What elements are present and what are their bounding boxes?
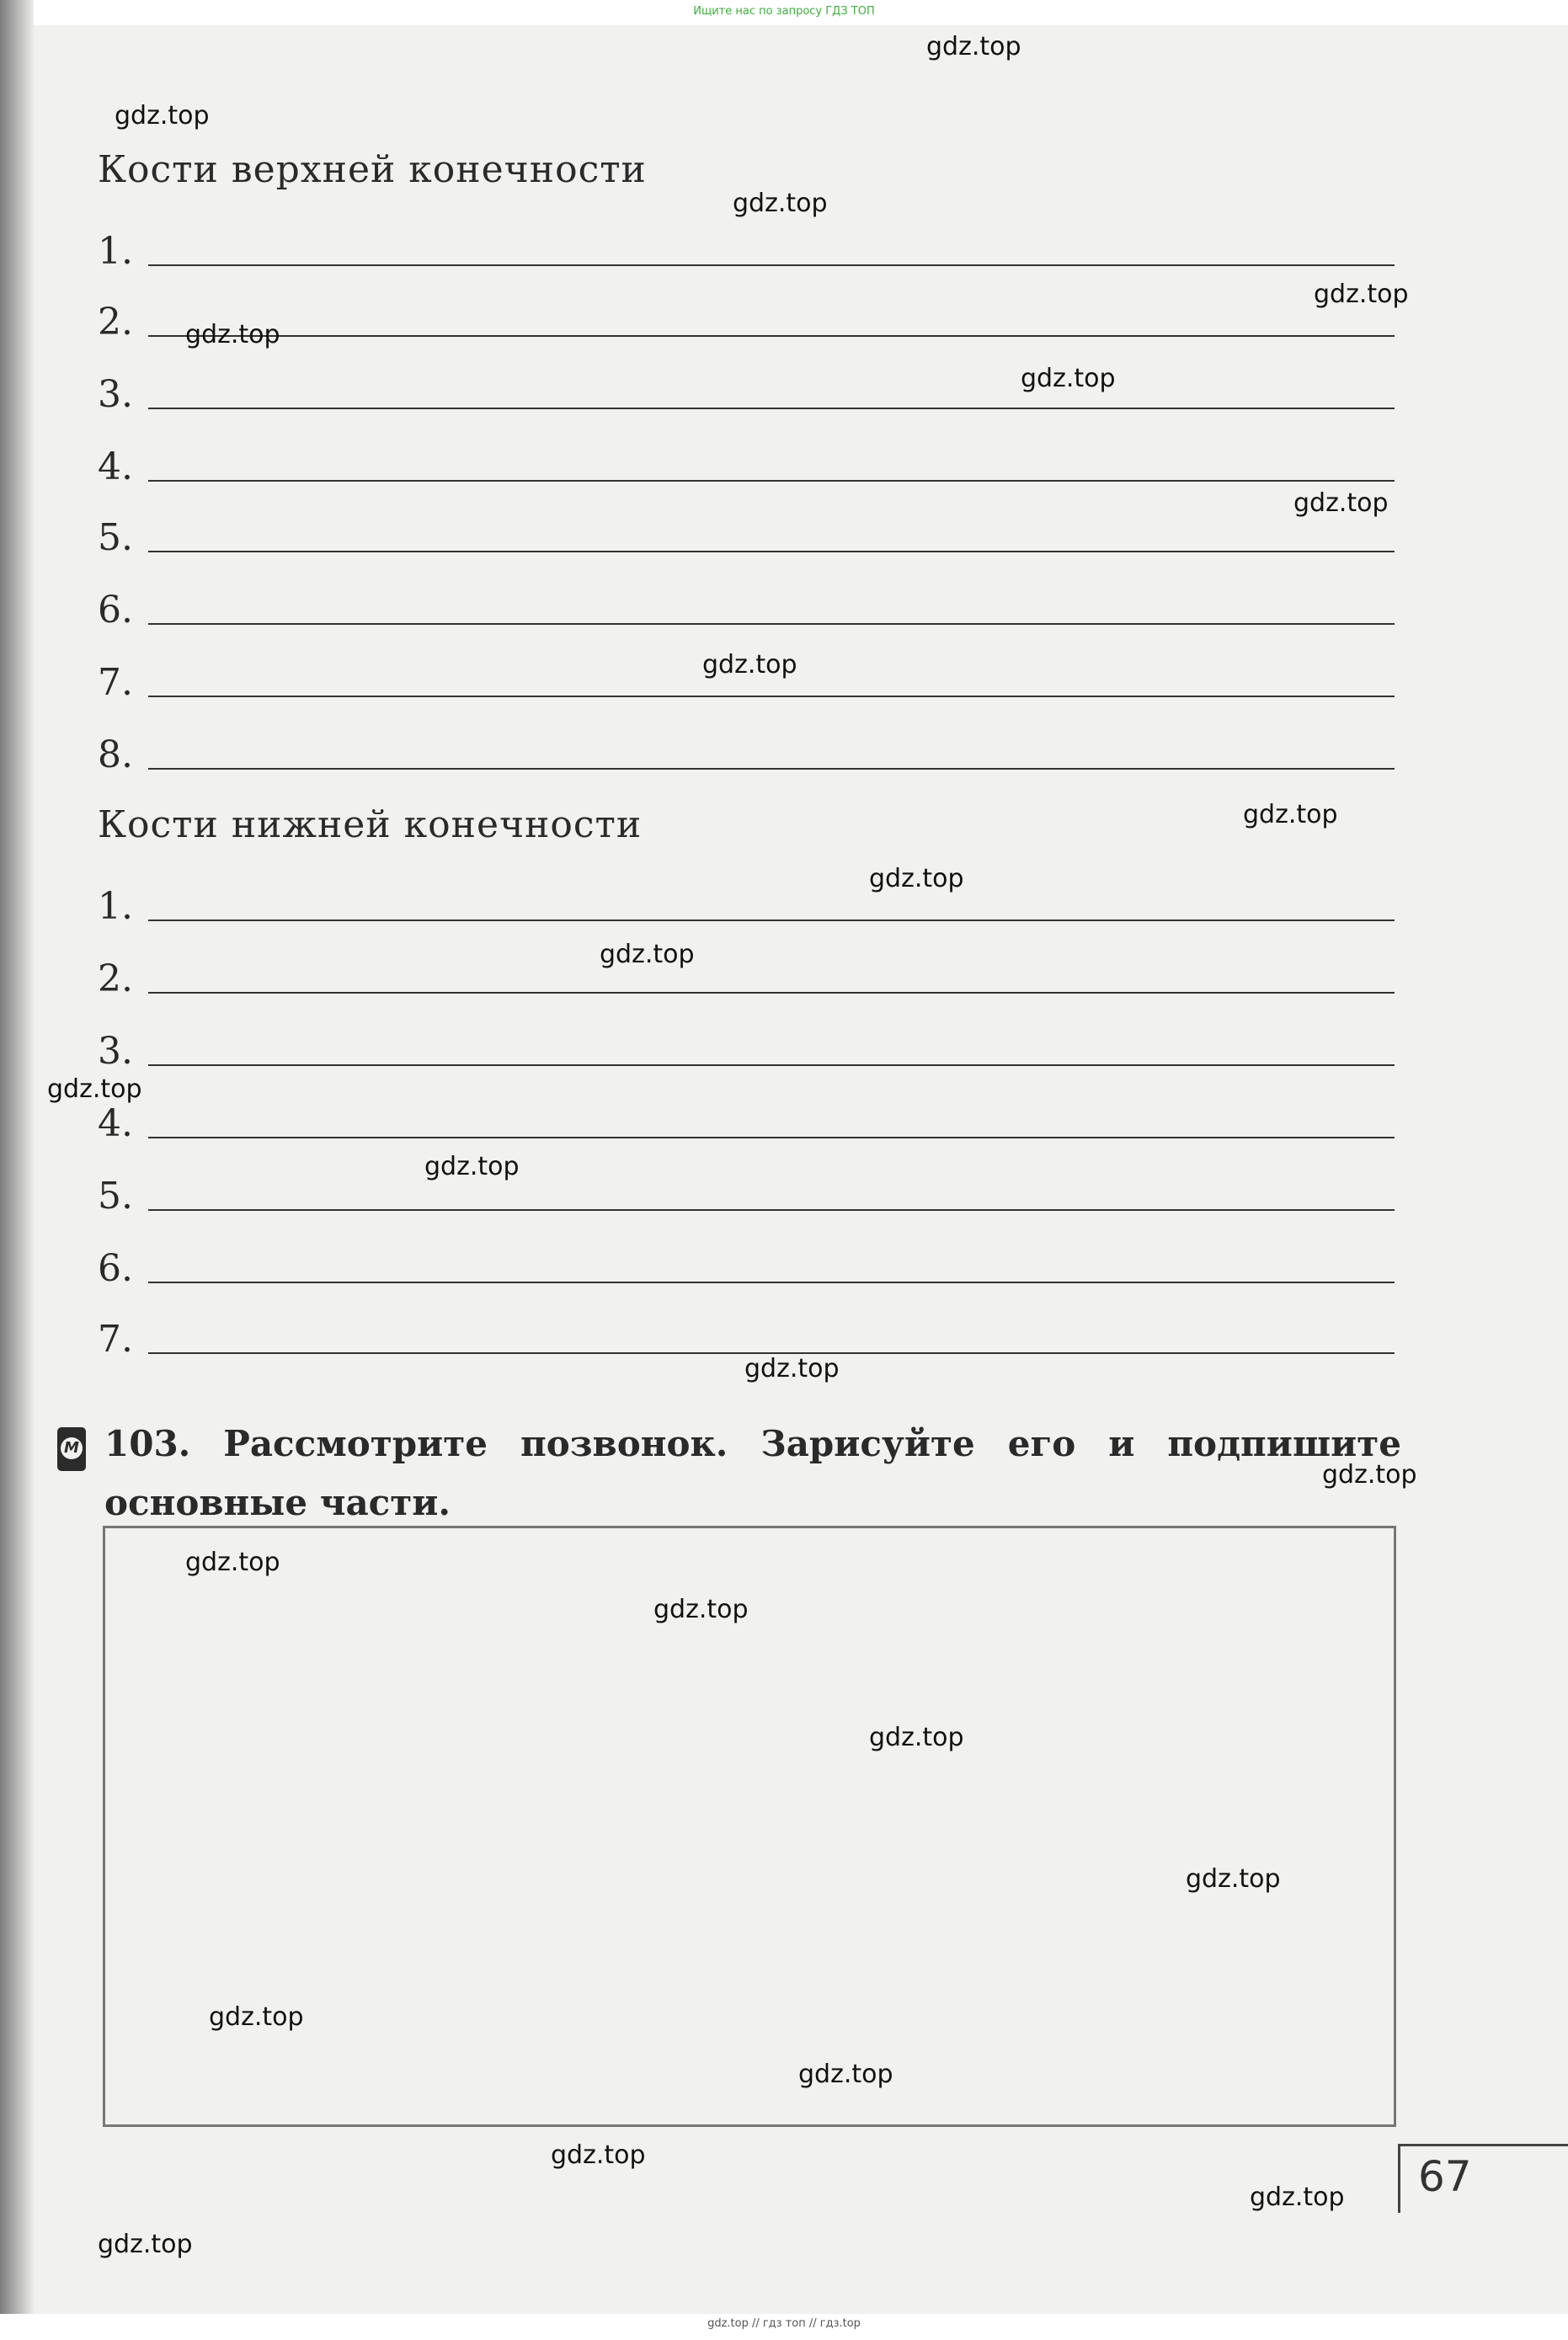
watermark: gdz.top <box>1293 488 1389 518</box>
answer-line <box>148 551 1395 552</box>
watermark: gdz.top <box>185 1548 280 1577</box>
line-number: 6. <box>98 1247 133 1290</box>
answer-line <box>148 480 1395 482</box>
top-banner-link[interactable]: Ищите нас по запросу ГДЗ ТОП <box>693 5 875 18</box>
upper-limb-line-5[interactable] <box>98 512 1395 562</box>
line-number: 2. <box>98 957 133 1000</box>
answer-line <box>148 408 1395 409</box>
drawing-area[interactable] <box>103 1526 1396 2127</box>
watermark: gdz.top <box>733 189 828 218</box>
lower-limb-line-5[interactable] <box>98 1170 1395 1221</box>
watermark: gdz.top <box>869 864 964 893</box>
lower-limb-line-4[interactable] <box>98 1098 1395 1149</box>
line-number: 3. <box>98 373 133 416</box>
watermark: gdz.top <box>1186 1864 1281 1894</box>
book-spine-shadow <box>0 0 34 2340</box>
line-number: 1. <box>98 230 133 273</box>
line-number: 5. <box>98 1175 133 1218</box>
answer-line <box>148 623 1395 625</box>
line-number: 5. <box>98 516 133 559</box>
line-number: 8. <box>98 733 133 776</box>
watermark: gdz.top <box>424 1152 520 1181</box>
line-number: 3. <box>98 1030 133 1073</box>
bottom-banner-link[interactable]: gdz.top // гдз топ // гдз.top <box>707 2317 861 2330</box>
answer-line <box>148 1209 1395 1211</box>
lower-limb-line-2[interactable] <box>98 953 1395 1004</box>
line-number: 2. <box>98 301 133 344</box>
upper-limb-line-3[interactable] <box>98 369 1395 419</box>
line-number: 1. <box>98 885 133 928</box>
answer-line <box>148 992 1395 994</box>
watermark: gdz.top <box>798 2060 893 2089</box>
upper-limb-line-2[interactable] <box>98 296 1395 347</box>
watermark: gdz.top <box>98 2230 193 2259</box>
answer-line <box>148 696 1395 697</box>
watermark: gdz.top <box>185 320 280 349</box>
answer-line <box>148 768 1395 770</box>
lower-limb-line-1[interactable] <box>98 881 1395 931</box>
line-number: 6. <box>98 589 133 632</box>
line-number: 7. <box>98 1318 133 1361</box>
answer-line <box>148 1137 1395 1138</box>
answer-line <box>148 1064 1395 1066</box>
watermark: gdz.top <box>1243 800 1338 829</box>
watermark: gdz.top <box>926 32 1021 61</box>
task-type-badge <box>57 1427 86 1471</box>
upper-limb-line-4[interactable] <box>98 441 1395 492</box>
line-number: 7. <box>98 661 133 704</box>
answer-line <box>148 264 1395 266</box>
lower-limb-line-6[interactable] <box>98 1243 1395 1293</box>
task-badge-letter: М <box>61 1437 83 1459</box>
watermark: gdz.top <box>600 940 695 969</box>
watermark: gdz.top <box>869 1723 964 1752</box>
watermark: gdz.top <box>1322 1460 1417 1490</box>
watermark: gdz.top <box>653 1595 749 1624</box>
watermark: gdz.top <box>1314 280 1409 309</box>
answer-line <box>148 919 1395 921</box>
lower-limb-title: Кости нижней конечности <box>98 803 643 846</box>
upper-limb-line-6[interactable] <box>98 584 1395 635</box>
watermark: gdz.top <box>209 2002 304 2032</box>
watermark: gdz.top <box>551 2140 646 2170</box>
watermark: gdz.top <box>744 1354 840 1383</box>
answer-line <box>148 335 1395 337</box>
watermark: gdz.top <box>1021 364 1116 393</box>
upper-limb-line-8[interactable] <box>98 729 1395 780</box>
upper-limb-title: Кости верхней конечности <box>98 148 647 191</box>
watermark: gdz.top <box>115 101 210 131</box>
task-103-text: 103. Рассмотрите позвонок. Зарисуйте его и подпишите основные части. <box>104 1423 1401 1523</box>
upper-limb-line-1[interactable] <box>98 226 1395 276</box>
page-number: 67 <box>1418 2152 1472 2201</box>
lower-limb-line-3[interactable] <box>98 1026 1395 1076</box>
line-number: 4. <box>98 1102 133 1145</box>
watermark: gdz.top <box>47 1074 142 1104</box>
answer-line <box>148 1282 1395 1283</box>
line-number: 4. <box>98 445 133 488</box>
watermark: gdz.top <box>1250 2183 1345 2212</box>
watermark: gdz.top <box>702 650 797 680</box>
